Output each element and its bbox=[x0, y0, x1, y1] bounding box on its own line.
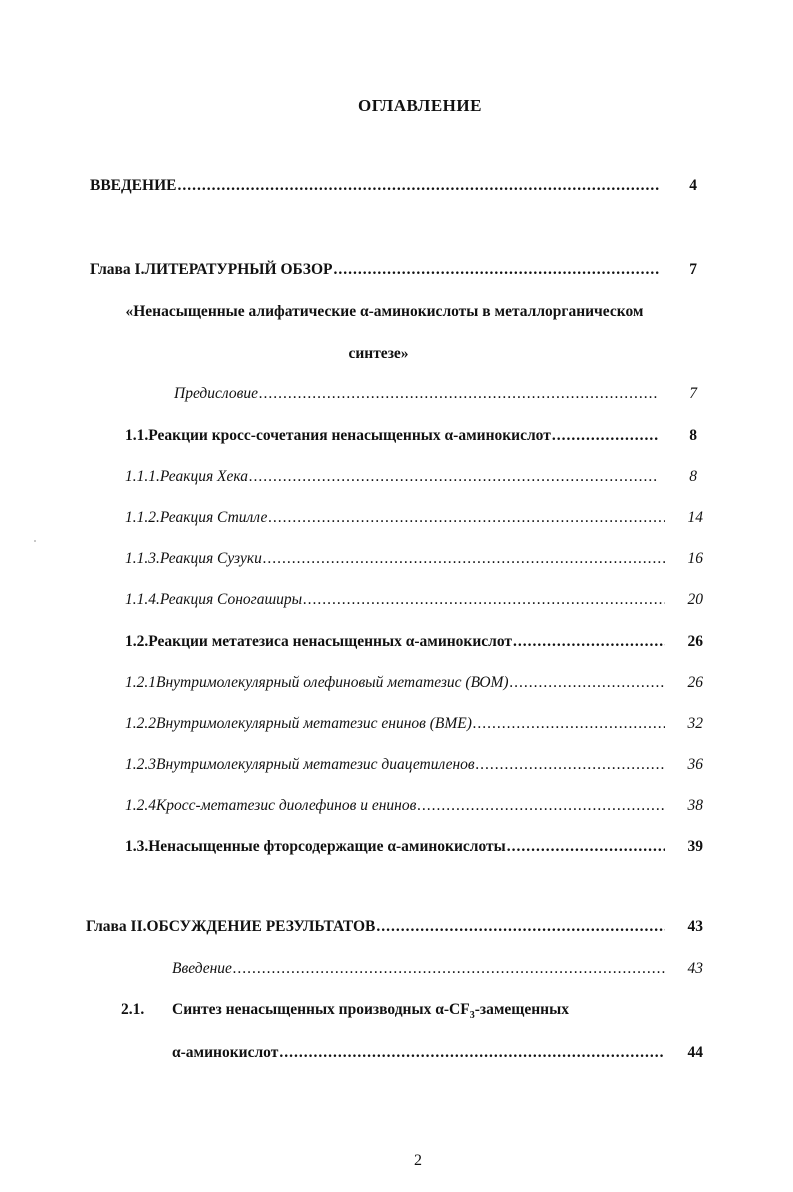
chapter-subtitle-line-2: синтезе» bbox=[348, 345, 409, 362]
dot-leader bbox=[473, 715, 665, 733]
toc-entry-text: ОБСУЖДЕНИЕ РЕЗУЛЬТАТОВ bbox=[146, 918, 376, 935]
toc-entry-text: Внутримолекулярный олефиновый метатезис (ВОМ) bbox=[156, 674, 509, 691]
dot-leader bbox=[333, 261, 659, 279]
toc-entry-introduction[interactable] bbox=[90, 177, 697, 195]
toc-page-number: 7 bbox=[689, 385, 697, 402]
toc-entry-chapter-2[interactable] bbox=[86, 918, 703, 936]
dot-leader bbox=[513, 633, 665, 651]
chapter-subtitle-line-1: «Ненасыщенные алифатические α-аминокислоты в металлорганическом bbox=[125, 303, 644, 320]
toc-page-number: 16 bbox=[687, 550, 703, 567]
toc-entry-text: Введение bbox=[172, 960, 232, 977]
dot-leader bbox=[552, 427, 659, 445]
toc-entry-number: 1.1.1. bbox=[125, 468, 160, 485]
toc-entry-2-1-continued[interactable] bbox=[172, 1044, 703, 1062]
dot-leader bbox=[476, 756, 665, 774]
dot-leader bbox=[376, 918, 665, 936]
dot-leader bbox=[233, 960, 665, 978]
toc-entry-number: 1.2.4 bbox=[125, 797, 156, 814]
dot-leader bbox=[177, 177, 659, 195]
dot-leader bbox=[279, 1044, 665, 1062]
toc-entry-1-1-1[interactable] bbox=[125, 468, 697, 486]
toc-entry-text: Ненасыщенные фторсодержащие α-аминокислоты bbox=[148, 838, 506, 855]
toc-page-number: 4 bbox=[689, 177, 697, 194]
toc-entry-number: 1.2. bbox=[125, 633, 149, 650]
toc-entry-number: 1.1.4. bbox=[125, 591, 160, 608]
dot-leader bbox=[263, 550, 665, 568]
toc-entry-1-2-1[interactable] bbox=[125, 674, 703, 692]
toc-entry-number: 1.2.3 bbox=[125, 756, 156, 773]
toc-entry-number: 1.2.2 bbox=[125, 715, 156, 732]
toc-entry-text: Синтез ненасыщенных производных $\alpha-CF_3$-замещенных bbox=[172, 1001, 569, 1022]
toc-page-number: 7 bbox=[689, 261, 697, 278]
toc-entry-chapter-1[interactable] bbox=[90, 261, 697, 279]
dot-leader bbox=[249, 468, 659, 486]
toc-entry-text: Кросс-метатезис диолефинов и енинов bbox=[156, 797, 417, 814]
toc-entry-1-1-3[interactable] bbox=[125, 550, 703, 568]
toc-entry-ch2-introduction[interactable] bbox=[172, 960, 703, 978]
toc-entry-number: Глава I. bbox=[90, 261, 145, 278]
toc-page-number: 43 bbox=[687, 960, 703, 977]
toc-entry-1-2-3[interactable] bbox=[125, 756, 703, 774]
toc-page-number: 43 bbox=[687, 918, 703, 935]
toc-entry-number: 2.1. bbox=[121, 1001, 145, 1018]
toc-entry-text: Реакция Соногаширы bbox=[159, 591, 303, 608]
dot-leader bbox=[303, 591, 665, 609]
toc-entry-number: 1.3. bbox=[125, 838, 149, 855]
toc-page-number: 39 bbox=[687, 838, 703, 855]
toc-entry-number: 1.1. bbox=[125, 427, 149, 444]
toc-page-number: 44 bbox=[687, 1044, 703, 1061]
toc-entry-number: 1.1.2. bbox=[125, 509, 160, 526]
toc-page-number: 26 bbox=[687, 633, 703, 650]
toc-entry-1-2[interactable] bbox=[125, 633, 703, 651]
toc-entry-text: Реакция Сузуки bbox=[159, 550, 262, 567]
toc-entry-text: Реакции кросс-сочетания ненасыщенных α-аминокислот bbox=[148, 427, 551, 444]
toc-entry-text: Реакция Стилле bbox=[159, 509, 268, 526]
toc-entry-text: α-аминокислот bbox=[172, 1044, 279, 1061]
toc-entry-text: ЛИТЕРАТУРНЫЙ ОБЗОР bbox=[144, 261, 333, 278]
toc-entry-text: Внутримолекулярный метатезис диацетиленов bbox=[156, 756, 475, 773]
toc-page-number: 32 bbox=[687, 715, 703, 732]
toc-entry-text: ВВЕДЕНИЕ bbox=[90, 177, 177, 194]
toc-page-number: 8 bbox=[689, 427, 697, 444]
toc-entry-1-3[interactable] bbox=[125, 838, 703, 856]
dot-leader bbox=[259, 385, 659, 403]
toc-entry-number: Глава II. bbox=[86, 918, 147, 935]
toc-entry-1-1[interactable] bbox=[125, 427, 697, 445]
toc-entry-text: Предисловие bbox=[174, 385, 258, 402]
scan-speck bbox=[34, 540, 36, 542]
toc-page-number: 20 bbox=[687, 591, 703, 608]
toc-entry-preface[interactable] bbox=[174, 385, 697, 403]
page-number: 2 bbox=[414, 1152, 422, 1169]
toc-entry-number: 1.2.1 bbox=[125, 674, 156, 691]
toc-entry-1-2-4[interactable] bbox=[125, 797, 703, 815]
toc-page-number: 36 bbox=[687, 756, 703, 773]
toc-page-number: 38 bbox=[687, 797, 703, 814]
toc-entry-text: Реакция Хека bbox=[159, 468, 249, 485]
toc-entry-1-1-4[interactable] bbox=[125, 591, 703, 609]
dot-leader bbox=[268, 509, 665, 527]
toc-entry-2-1[interactable] bbox=[121, 1001, 681, 1021]
toc-entry-1-1-2[interactable] bbox=[125, 509, 703, 527]
toc-entry-text: Реакции метатезиса ненасыщенных α-аминокислот bbox=[148, 633, 513, 650]
toc-entry-number: 1.1.3. bbox=[125, 550, 160, 567]
dot-leader bbox=[417, 797, 665, 815]
page-title: ОГЛАВЛЕНИЕ bbox=[358, 96, 482, 115]
toc-page-number: 26 bbox=[687, 674, 703, 691]
toc-entry-1-2-2[interactable] bbox=[125, 715, 703, 733]
toc-entry-text: Внутримолекулярный метатезис енинов (ВМЕ) bbox=[156, 715, 472, 732]
toc-page-number: 14 bbox=[687, 509, 703, 526]
dot-leader bbox=[507, 838, 665, 856]
toc-page-number: 8 bbox=[689, 468, 697, 485]
dot-leader bbox=[510, 674, 665, 692]
